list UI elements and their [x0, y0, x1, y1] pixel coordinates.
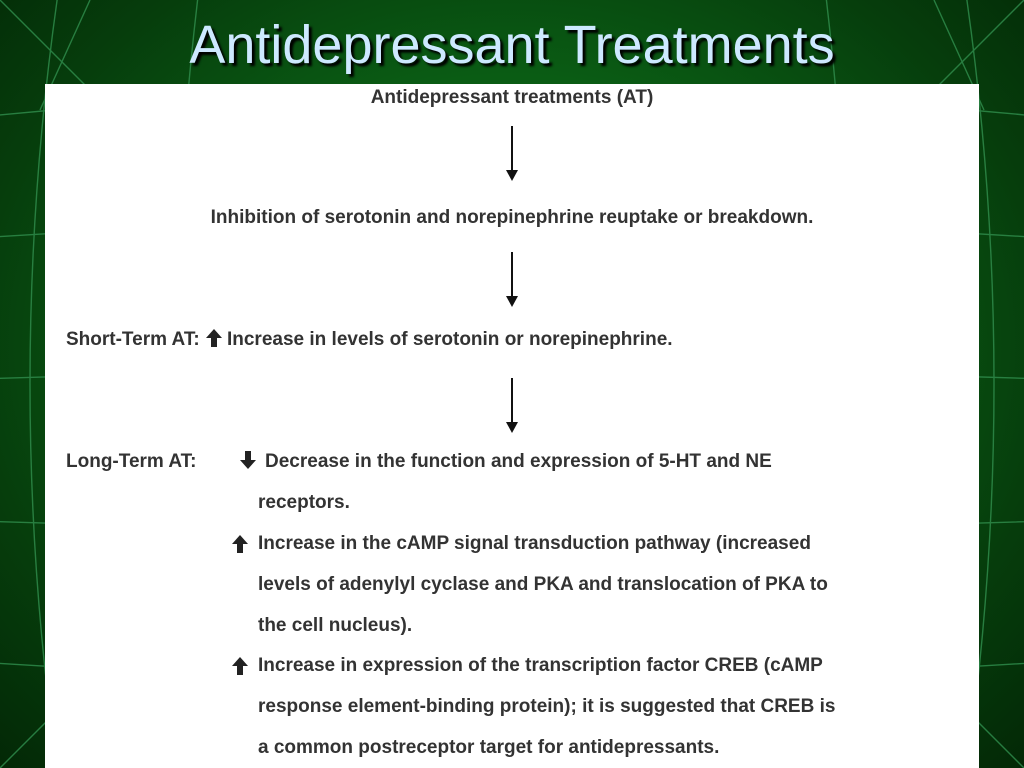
- flow-top-node: Antidepressant treatments (AT): [370, 87, 654, 108]
- up-arrow-icon: [231, 534, 249, 554]
- long-term-item-2-line-1: Increase in the cAMP signal transduction pathway (increased: [258, 533, 811, 554]
- long-term-item-1-line-2: receptors.: [258, 492, 350, 513]
- short-term-row: [66, 328, 673, 351]
- up-arrow-icon: [231, 656, 249, 676]
- long-term-item-3-line-2: response element-binding protein); it is suggested that CREB is: [258, 696, 836, 717]
- long-term-label: Long-Term AT:: [66, 451, 197, 472]
- slide-title: Antidepressant Treatments: [189, 15, 835, 75]
- long-term-item-1-line-1: Decrease in the function and expression of 5-HT and NE: [265, 451, 772, 472]
- short-term-label: Short-Term AT:: [66, 329, 200, 350]
- long-term-item-2-line-3: the cell nucleus).: [258, 615, 413, 636]
- flow-arrow-3: [504, 378, 520, 434]
- diagram-panel: [45, 84, 979, 768]
- down-arrow-icon: [239, 450, 257, 470]
- long-term-item-3-line-3: a common postreceptor target for antidepressants.: [258, 737, 720, 758]
- short-term-text: Increase in levels of serotonin or norepinephrine.: [226, 329, 673, 350]
- up-arrow-icon: [205, 328, 223, 348]
- flow-arrow-1: [504, 126, 520, 182]
- long-term-item-2-line-2: levels of adenylyl cyclase and PKA and translocation of PKA to: [258, 574, 828, 595]
- flow-step2-node: Inhibition of serotonin and norepinephrine reuptake or breakdown.: [210, 207, 814, 228]
- flow-arrow-2: [504, 252, 520, 308]
- long-term-item-3-line-1: Increase in expression of the transcription factor CREB (cAMP: [258, 655, 823, 676]
